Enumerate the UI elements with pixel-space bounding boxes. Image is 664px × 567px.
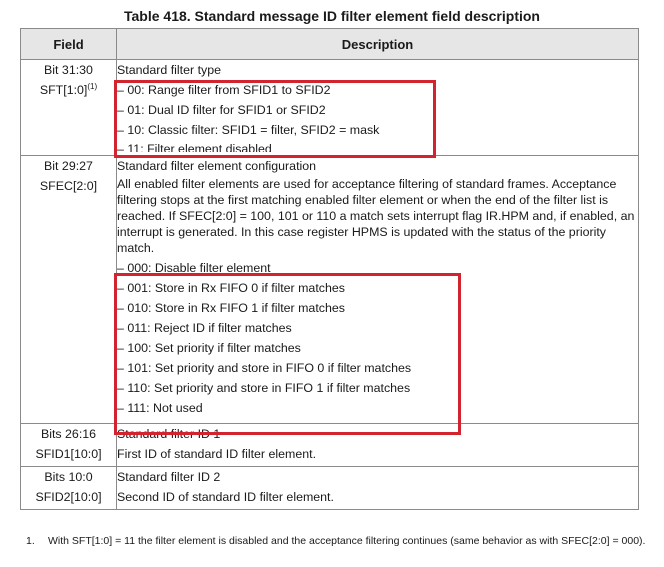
list-item: – 010: Store in Rx FIFO 1 if filter matches: [117, 301, 345, 315]
field-name: SFT[1:0]$^{(1)}$: [39, 82, 98, 97]
description-heading: Standard filter ID 2: [117, 470, 221, 484]
field-cell: [21, 424, 117, 467]
description-column-header: Description: [117, 29, 639, 60]
description-text: Second ID of standard ID filter element.: [117, 490, 334, 504]
footnote-number: 1.: [26, 535, 35, 547]
footnote-text: With SFT[1:0] = 11 the filter element is disabled and the acceptance filtering continues (same behavior as with SFEC[2:0] = 000).: [48, 535, 646, 547]
field-cell: [21, 60, 117, 156]
table-header-row: [21, 29, 639, 60]
table-title: Table 418. Standard message ID filter element field description: [124, 8, 540, 24]
list-item: – 101: Set priority and store in FIFO 0 if filter matches: [117, 361, 412, 375]
description-cell: [117, 424, 639, 467]
description-cell: [117, 467, 639, 510]
description-heading: Standard filter ID 1: [117, 427, 221, 441]
table-row-sfec: [21, 156, 639, 424]
list-item: – 001: Store in Rx FIFO 0 if filter matches: [117, 281, 345, 295]
description-heading: Standard filter element configuration: [117, 159, 317, 173]
list-item: – 000: Disable filter element: [117, 261, 271, 275]
list-item: – 011: Reject ID if filter matches: [117, 321, 292, 335]
field-column-header: Field: [21, 29, 117, 60]
list-item: – 110: Set priority and store in FIFO 1 if filter matches: [117, 381, 411, 395]
list-item: – 01: Dual ID filter for SFID1 or SFID2: [117, 103, 326, 117]
list-item: – 100: Set priority if filter matches: [117, 341, 301, 355]
description-paragraph: All enabled filter elements are used for acceptance filtering of standard frames. Acceptance filtering stops at the first matching enabled filter element or when the end of the filter list is reached. If SFEC[2:0] = 100, 101 or 110 a match sets interrupt flag IR.HPM and, if enabled, an interrupt is generated. In this case register HPMS is updated with the status of the priority match.: [117, 177, 635, 255]
list-item: – 00: Range filter from SFID1 to SFID2: [117, 83, 331, 97]
table-row-sfid1: [21, 424, 639, 467]
list-item: – 11: Filter element disabled: [117, 142, 272, 152]
description-heading: Standard filter type: [117, 63, 222, 77]
table-row-sfid2: [21, 467, 639, 510]
description-cell: [117, 156, 639, 424]
list-item: – 111: Not used: [117, 401, 203, 415]
footnote-ref: (1): [87, 82, 98, 91]
description-text: First ID of standard ID filter element.: [117, 447, 317, 461]
list-item: – 10: Classic filter: SFID1 = filter, SFID2 = mask: [117, 123, 380, 137]
field-description-table: [20, 28, 639, 510]
bit-range: Bit 29:27: [44, 159, 93, 173]
description-cell: [117, 60, 639, 156]
bit-range: Bits 26:16: [40, 427, 97, 441]
field-name: SFEC[2:0]: [39, 179, 98, 193]
field-name: SFID1[10:0]: [35, 447, 102, 461]
field-name: SFID2[10:0]: [35, 490, 102, 504]
bit-range: Bits 10:0: [44, 470, 93, 484]
field-cell: [21, 156, 117, 424]
field-cell: [21, 467, 117, 510]
bit-range: Bit 31:30: [44, 63, 93, 77]
table-row-sft: [21, 60, 639, 156]
